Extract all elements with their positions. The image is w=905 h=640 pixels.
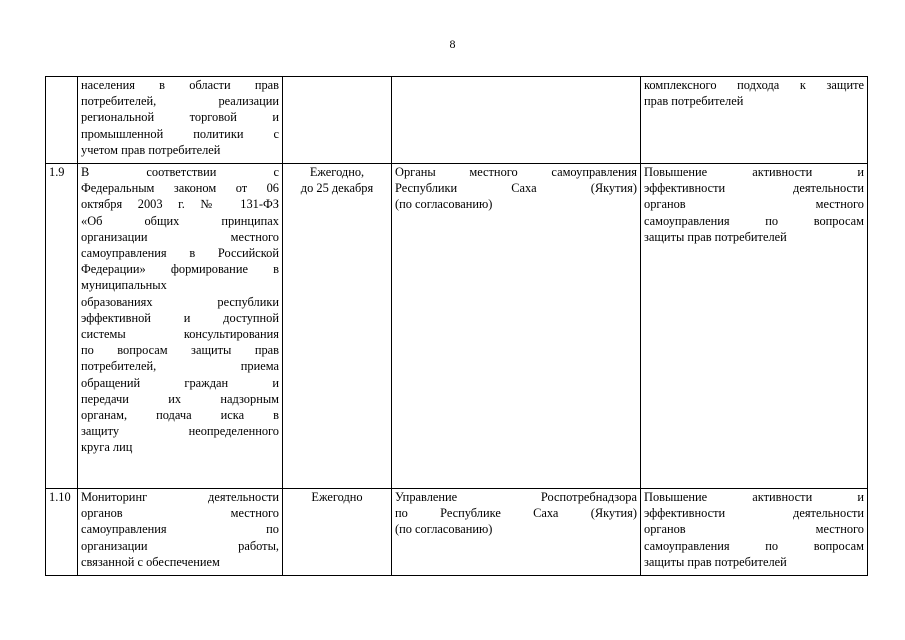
cell-text-line: комплексного подхода к защите (644, 78, 864, 92)
cell-text-line: организации местного (81, 229, 279, 244)
table-row (46, 489, 868, 576)
cell-number (46, 77, 78, 164)
cell-text-line: защиту неопределенного (81, 424, 279, 439)
cell-text-line: передачи их надзорным (81, 391, 279, 406)
cell-result (641, 164, 868, 489)
cell-text-line: Федерации» формирование в (81, 262, 279, 277)
cell-text-line: эффективности деятельности (644, 506, 864, 521)
cell-text-line: учетом прав потребителей (81, 142, 221, 157)
cell-result (641, 489, 868, 576)
cell-text-line: Республики Саха (Якутия) (395, 181, 637, 196)
cell-text-line: самоуправления по вопросам (644, 213, 864, 228)
cell-text-line: защиты прав потребителей (644, 554, 787, 569)
cell-text-line: эффективной и доступной (81, 310, 279, 325)
cell-description (78, 489, 283, 576)
cell-text-line: органов местного (644, 197, 864, 212)
cell-text-line: Федеральным законом от 06 (81, 181, 279, 196)
cell-text-line: Управление Роспотребнадзора (395, 490, 637, 504)
cell-text-line: Органы местного самоуправления (395, 165, 637, 179)
page-number: 8 (449, 37, 456, 51)
table-row (46, 164, 868, 489)
cell-number: 1.9 (46, 164, 78, 489)
cell-text-line: системы консультирования (81, 327, 279, 342)
cell-text-line: обращений граждан и (81, 375, 279, 390)
cell-text-line: (по согласованию) (395, 197, 493, 212)
cell-text-line: по вопросам защиты прав (81, 343, 279, 358)
cell-text-line: связанной с обеспечением (81, 554, 220, 569)
cell-executor (392, 164, 641, 489)
cell-text-line: до 25 декабря (300, 181, 374, 196)
cell-executor (392, 489, 641, 576)
cell-executor (392, 77, 641, 164)
cell-text-line: октября 2003 г. № 131-ФЗ (81, 197, 279, 212)
cell-text-line: органов местного (644, 522, 864, 537)
cell-text-line: населения в области прав (81, 78, 279, 92)
cell-description (78, 77, 283, 164)
cell-text-line: (по согласованию) (395, 522, 493, 537)
cell-text-line: Ежегодно (311, 490, 363, 504)
cell-text-line: органам, подача иска в (81, 408, 279, 423)
cell-description (78, 164, 283, 489)
cell-text-line: В соответствии с (81, 165, 279, 179)
cell-text-line: органов местного (81, 506, 279, 521)
cell-text-line: самоуправления по вопросам (644, 538, 864, 553)
cell-text-line: по Республике Саха (Якутия) (395, 506, 637, 521)
cell-text-line: потребителей, приема (81, 359, 279, 374)
cell-text-line: самоуправления в Российской (81, 246, 279, 261)
cell-text-line: муниципальных (81, 278, 167, 293)
cell-text-line: образованиях республики (81, 294, 279, 309)
cell-result (641, 77, 868, 164)
cell-text-line: защиты прав потребителей (644, 229, 787, 244)
cell-text-line: Повышение активности и (644, 490, 864, 504)
cell-text-line: эффективности деятельности (644, 181, 864, 196)
measures-table (45, 76, 868, 576)
cell-text-line: «Об общих принципах (81, 213, 279, 228)
cell-text-line: Ежегодно, (309, 165, 365, 179)
cell-text-line: самоуправления по (81, 522, 279, 537)
table-row (46, 77, 868, 164)
cell-number: 1.10 (46, 489, 78, 576)
cell-text-line: круга лиц (81, 440, 133, 455)
cell-text-line: региональной торговой и (81, 110, 279, 125)
cell-text-line: прав потребителей (644, 94, 744, 109)
cell-term (283, 164, 392, 489)
cell-text-line: Повышение активности и (644, 165, 864, 179)
cell-text-line: потребителей, реализации (81, 94, 279, 109)
cell-text-line: Мониторинг деятельности (81, 490, 279, 504)
cell-text-line: организации работы, (81, 538, 279, 553)
cell-term (283, 489, 392, 576)
cell-text-line: промышленной политики с (81, 126, 279, 141)
cell-term (283, 77, 392, 164)
